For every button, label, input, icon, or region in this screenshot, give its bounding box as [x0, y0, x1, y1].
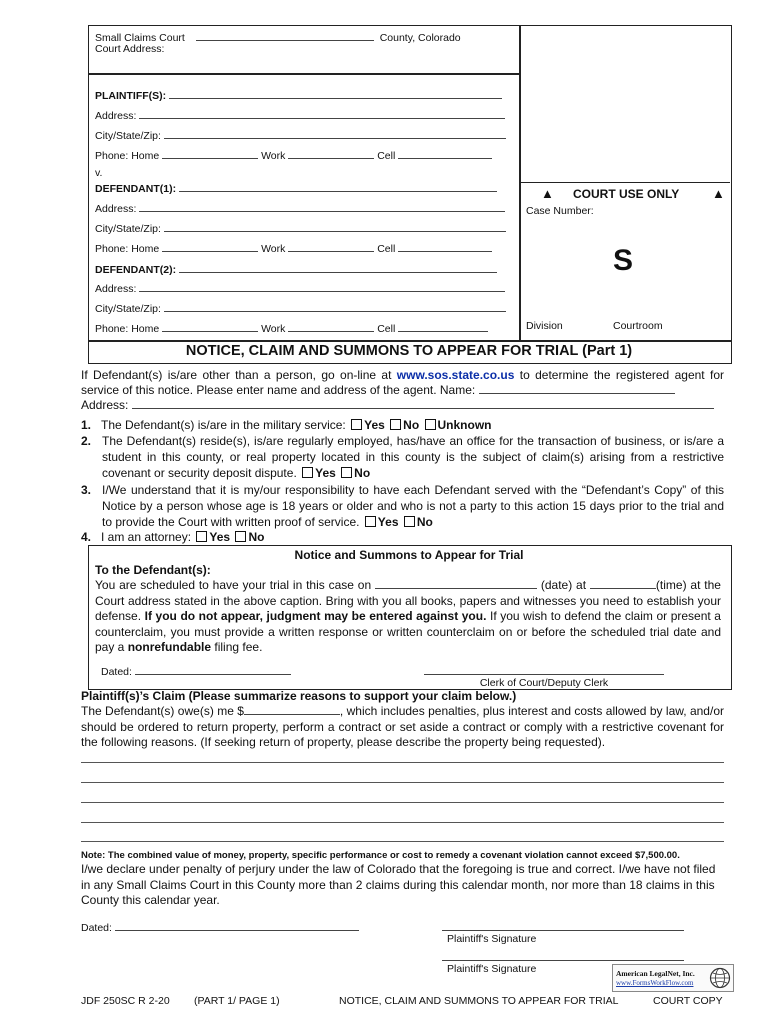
notice-p2: the Court address stated in the above caption. Bring with you all books, papers and witnesses you need to establish your defense.	[95, 578, 721, 623]
item-3-text: I/We understand that it is my/our responsibility to have each Defendant served with the “Defendant’s Copy” of this Notice by a person whose age is 18 years or older and who is not a party to this action 15 days prior to the trial and to provide the Court with written proof of service.	[102, 483, 724, 529]
item-2-text: The Defendant(s) reside(s), is/are regularly employed, has/have an office for the transaction of business, or is/are a student in this county, or real property located in this county is the subject of claim(s) arising from a restrictive covenant or security deposit dispute.	[102, 434, 724, 480]
claim-heading: Plaintiff(s)’s Claim (Please summarize reasons to support your claim below.)	[81, 689, 517, 703]
plaintiff-phone-row	[95, 148, 492, 162]
item-3-number: 3.	[81, 483, 92, 497]
notice-dated-field[interactable]	[135, 664, 291, 675]
court-use-divider	[519, 182, 730, 183]
plaintiff-city-field[interactable]	[164, 128, 506, 139]
plaintiff-phone-home-label: Phone: Home	[95, 150, 160, 162]
item-1-text: The Defendant(s) is/are in the military service:	[101, 418, 346, 432]
item-3-no-checkbox[interactable]	[404, 516, 415, 527]
plaintiff-cell-label: Cell	[377, 150, 396, 162]
notice-dated-row	[101, 664, 291, 678]
defendant2-address-label: Address:	[95, 283, 137, 295]
plaintiff-address-row	[95, 108, 505, 122]
claim-line-3[interactable]	[81, 802, 724, 803]
defendant2-label: DEFENDANT(2):	[95, 264, 177, 276]
defendant1-address-field[interactable]	[139, 201, 505, 212]
item-1-yes: Yes	[364, 418, 385, 432]
county-field[interactable]	[196, 30, 374, 41]
versus-label: v.	[95, 167, 103, 179]
item-4-number: 4.	[81, 530, 92, 544]
plaintiff-signature-label-2: Plaintiff's Signature	[447, 963, 537, 975]
item-3-yes-checkbox[interactable]	[365, 516, 376, 527]
item-4-no-checkbox[interactable]	[235, 531, 246, 542]
defendant2-field[interactable]	[179, 262, 497, 273]
item-1	[81, 417, 724, 433]
plaintiff-dated-row	[81, 920, 359, 934]
plaintiffs-text: PLAINTIFF(S):	[95, 90, 167, 102]
defendant2-work-field[interactable]	[288, 321, 374, 332]
county-suffix: County, Colorado	[379, 32, 461, 44]
plaintiff-dated-field[interactable]	[115, 920, 359, 931]
defendant2-cell-field[interactable]	[398, 321, 488, 332]
agent-name-field[interactable]	[479, 383, 675, 394]
footer-title: NOTICE, CLAIM AND SUMMONS TO APPEAR FOR TRIAL	[339, 995, 619, 1007]
defendant1-row	[95, 181, 497, 195]
defendant1-label: DEFENDANT(1):	[95, 183, 177, 195]
intro-paragraph	[81, 368, 724, 398]
plaintiff-city-row	[95, 128, 506, 142]
claim-amount-label: The Defendant(s) owe(s) me $	[81, 704, 244, 718]
defendant1-address-label: Address:	[95, 203, 137, 215]
item-4-yes: Yes	[209, 530, 231, 544]
defendant1-work-label: Work	[261, 243, 286, 255]
defendant1-address-row	[95, 201, 505, 215]
plaintiff-phone-home-field[interactable]	[162, 148, 258, 159]
item-1-yes-checkbox[interactable]	[351, 419, 362, 430]
defendant2-city-label: City/State/Zip:	[95, 303, 161, 315]
defendant2-city-field[interactable]	[164, 301, 506, 312]
notice-time-label: (time) at	[655, 578, 701, 592]
plaintiff-cell-field[interactable]	[398, 148, 492, 159]
claim-line-5[interactable]	[81, 841, 724, 842]
claim-paragraph	[81, 704, 724, 751]
logo-name: American LegalNet, Inc.	[616, 969, 695, 978]
item-4-text: I am an attorney:	[101, 530, 192, 544]
defendant2-work-label: Work	[261, 323, 286, 335]
defendant2-row	[95, 262, 497, 276]
sos-link[interactable]: www.sos.state.co.us	[396, 368, 515, 382]
defendant2-phone-home-label: Phone: Home	[95, 323, 160, 335]
item-1-unknown: Unknown	[437, 418, 492, 432]
plaintiff-work-field[interactable]	[288, 148, 374, 159]
item-2-yes-checkbox[interactable]	[302, 467, 313, 478]
defendant2-address-field[interactable]	[139, 281, 505, 292]
agent-address-row	[81, 398, 714, 412]
court-use-title: COURT USE ONLY	[573, 187, 680, 201]
defendant2-phone-home-field[interactable]	[162, 321, 258, 332]
plaintiffs-label	[95, 88, 502, 102]
globe-icon	[709, 967, 731, 989]
item-1-no-checkbox[interactable]	[390, 419, 401, 430]
notice-dated-label: Dated:	[101, 666, 132, 678]
plaintiff-work-label: Work	[261, 150, 286, 162]
item-4	[81, 530, 264, 544]
footer-part: (PART 1/ PAGE 1)	[194, 995, 280, 1007]
claim-line-4[interactable]	[81, 822, 724, 823]
trial-time-field[interactable]	[590, 578, 656, 589]
item-2-no-checkbox[interactable]	[341, 467, 352, 478]
plaintiffs-field[interactable]	[169, 88, 502, 99]
notice-date-label: (date) at	[540, 578, 587, 592]
item-1-number: 1.	[81, 418, 92, 432]
plaintiff-dated-label: Dated:	[81, 922, 112, 934]
item-2	[81, 433, 724, 481]
item-2-yes: Yes	[315, 466, 336, 480]
defendant1-city-row	[95, 221, 506, 235]
defendant2-phone-row	[95, 321, 488, 335]
triangle-right-icon: ▲	[712, 186, 725, 201]
notice-warning: If you do not appear, judgment may be entered against you.	[144, 609, 487, 623]
notice-p1: You are scheduled to have your trial in this case on	[95, 578, 372, 592]
division-label: Division	[526, 320, 563, 332]
item-3-no: No	[416, 515, 433, 529]
agent-address-field[interactable]	[132, 398, 714, 409]
footer-copy: COURT COPY	[653, 995, 723, 1007]
plaintiff-signature-line-2[interactable]	[442, 960, 684, 961]
court-use-box	[519, 25, 732, 342]
court-address-label: Court Address:	[95, 43, 165, 55]
defendant2-address-row	[95, 281, 505, 295]
item-3-yes: Yes	[377, 515, 399, 529]
notice-heading: Notice and Summons to Appear for Trial	[294, 548, 524, 562]
intro-post: to determine the registered agent for service of this notice. Please enter name and address of the agent. Name:	[81, 368, 724, 397]
clerk-signature-line[interactable]	[424, 674, 664, 675]
claim-amount-field[interactable]	[244, 704, 340, 715]
claim-line-2[interactable]	[81, 782, 724, 783]
defendant1-cell-field[interactable]	[398, 241, 492, 252]
case-number-label: Case Number:	[526, 205, 594, 217]
case-number-prefix: S	[613, 244, 634, 277]
triangle-left-icon: ▲	[541, 186, 554, 201]
perjury-declaration: I/we declare under penalty of perjury under the law of Colorado that the foregoing is true and correct. I/we have not filed in any Small Claims Court in this County more than 2 claims during this calendar month, nor more than 18 claims in this County this calendar year.	[81, 862, 716, 907]
defendant1-city-field[interactable]	[164, 221, 506, 232]
agent-address-label: Address:	[81, 398, 129, 412]
trial-date-field[interactable]	[375, 578, 537, 589]
form-title: NOTICE, CLAIM AND SUMMONS TO APPEAR FOR TRIAL (Part 1)	[185, 343, 633, 359]
intro-pre: If Defendant(s) is/are other than a person, go on-line at	[81, 368, 397, 382]
plaintiff-address-field[interactable]	[139, 108, 505, 119]
defendant1-work-field[interactable]	[288, 241, 374, 252]
footer-form-number: JDF 250SC R 2-20	[81, 995, 170, 1007]
plaintiff-signature-label-1: Plaintiff's Signature	[447, 933, 537, 945]
defendant1-city-label: City/State/Zip:	[95, 223, 161, 235]
defendant2-cell-label: Cell	[377, 323, 396, 335]
plaintiff-city-label: City/State/Zip:	[95, 130, 161, 142]
notice-p4: filing fee.	[214, 640, 263, 654]
court-line	[95, 30, 461, 44]
notice-paragraph	[95, 578, 721, 656]
logo-url: www.FormsWorkFlow.com	[616, 979, 694, 987]
value-note: Note: The combined value of money, property, specific performance or cost to remedy a covenant violation cannot exceed $7,500.00.	[81, 850, 680, 861]
item-4-no: No	[248, 530, 265, 544]
claim-text: , which includes penalties, plus interest and costs allowed by law, and/or should be ordered to return property, perform a contract or set aside a contract or comply with a restrictive covenant for the following reasons. (If seeking return of property, please describe the property being requested).	[81, 704, 724, 749]
defendant1-phone-row	[95, 241, 492, 255]
defendant1-phone-home-label: Phone: Home	[95, 243, 160, 255]
defendant1-field[interactable]	[179, 181, 497, 192]
defendant2-city-row	[95, 301, 506, 315]
claim-line-1[interactable]	[81, 762, 724, 763]
courtroom-label: Courtroom	[613, 320, 663, 332]
plaintiff-address-label: Address:	[95, 110, 137, 122]
item-1-unknown-checkbox[interactable]	[425, 419, 436, 430]
notice-p3: If you wish to defend the claim or present a counterclaim, you must provide a written response or written counterclaim on or before the scheduled trial date and pay a	[95, 609, 721, 654]
item-2-number: 2.	[81, 434, 92, 448]
item-4-yes-checkbox[interactable]	[196, 531, 207, 542]
item-3	[81, 482, 724, 530]
plaintiff-signature-line-1[interactable]	[442, 930, 684, 931]
legalnet-logo	[612, 964, 734, 992]
notice-to: To the Defendant(s):	[95, 563, 211, 577]
defendant1-cell-label: Cell	[377, 243, 396, 255]
clerk-label: Clerk of Court/Deputy Clerk	[479, 677, 609, 689]
item-2-no: No	[354, 466, 371, 480]
court-label: Small Claims Court	[95, 32, 185, 44]
notice-nonrefundable: nonrefundable	[127, 640, 212, 654]
defendant1-phone-home-field[interactable]	[162, 241, 258, 252]
item-1-no: No	[403, 418, 420, 432]
